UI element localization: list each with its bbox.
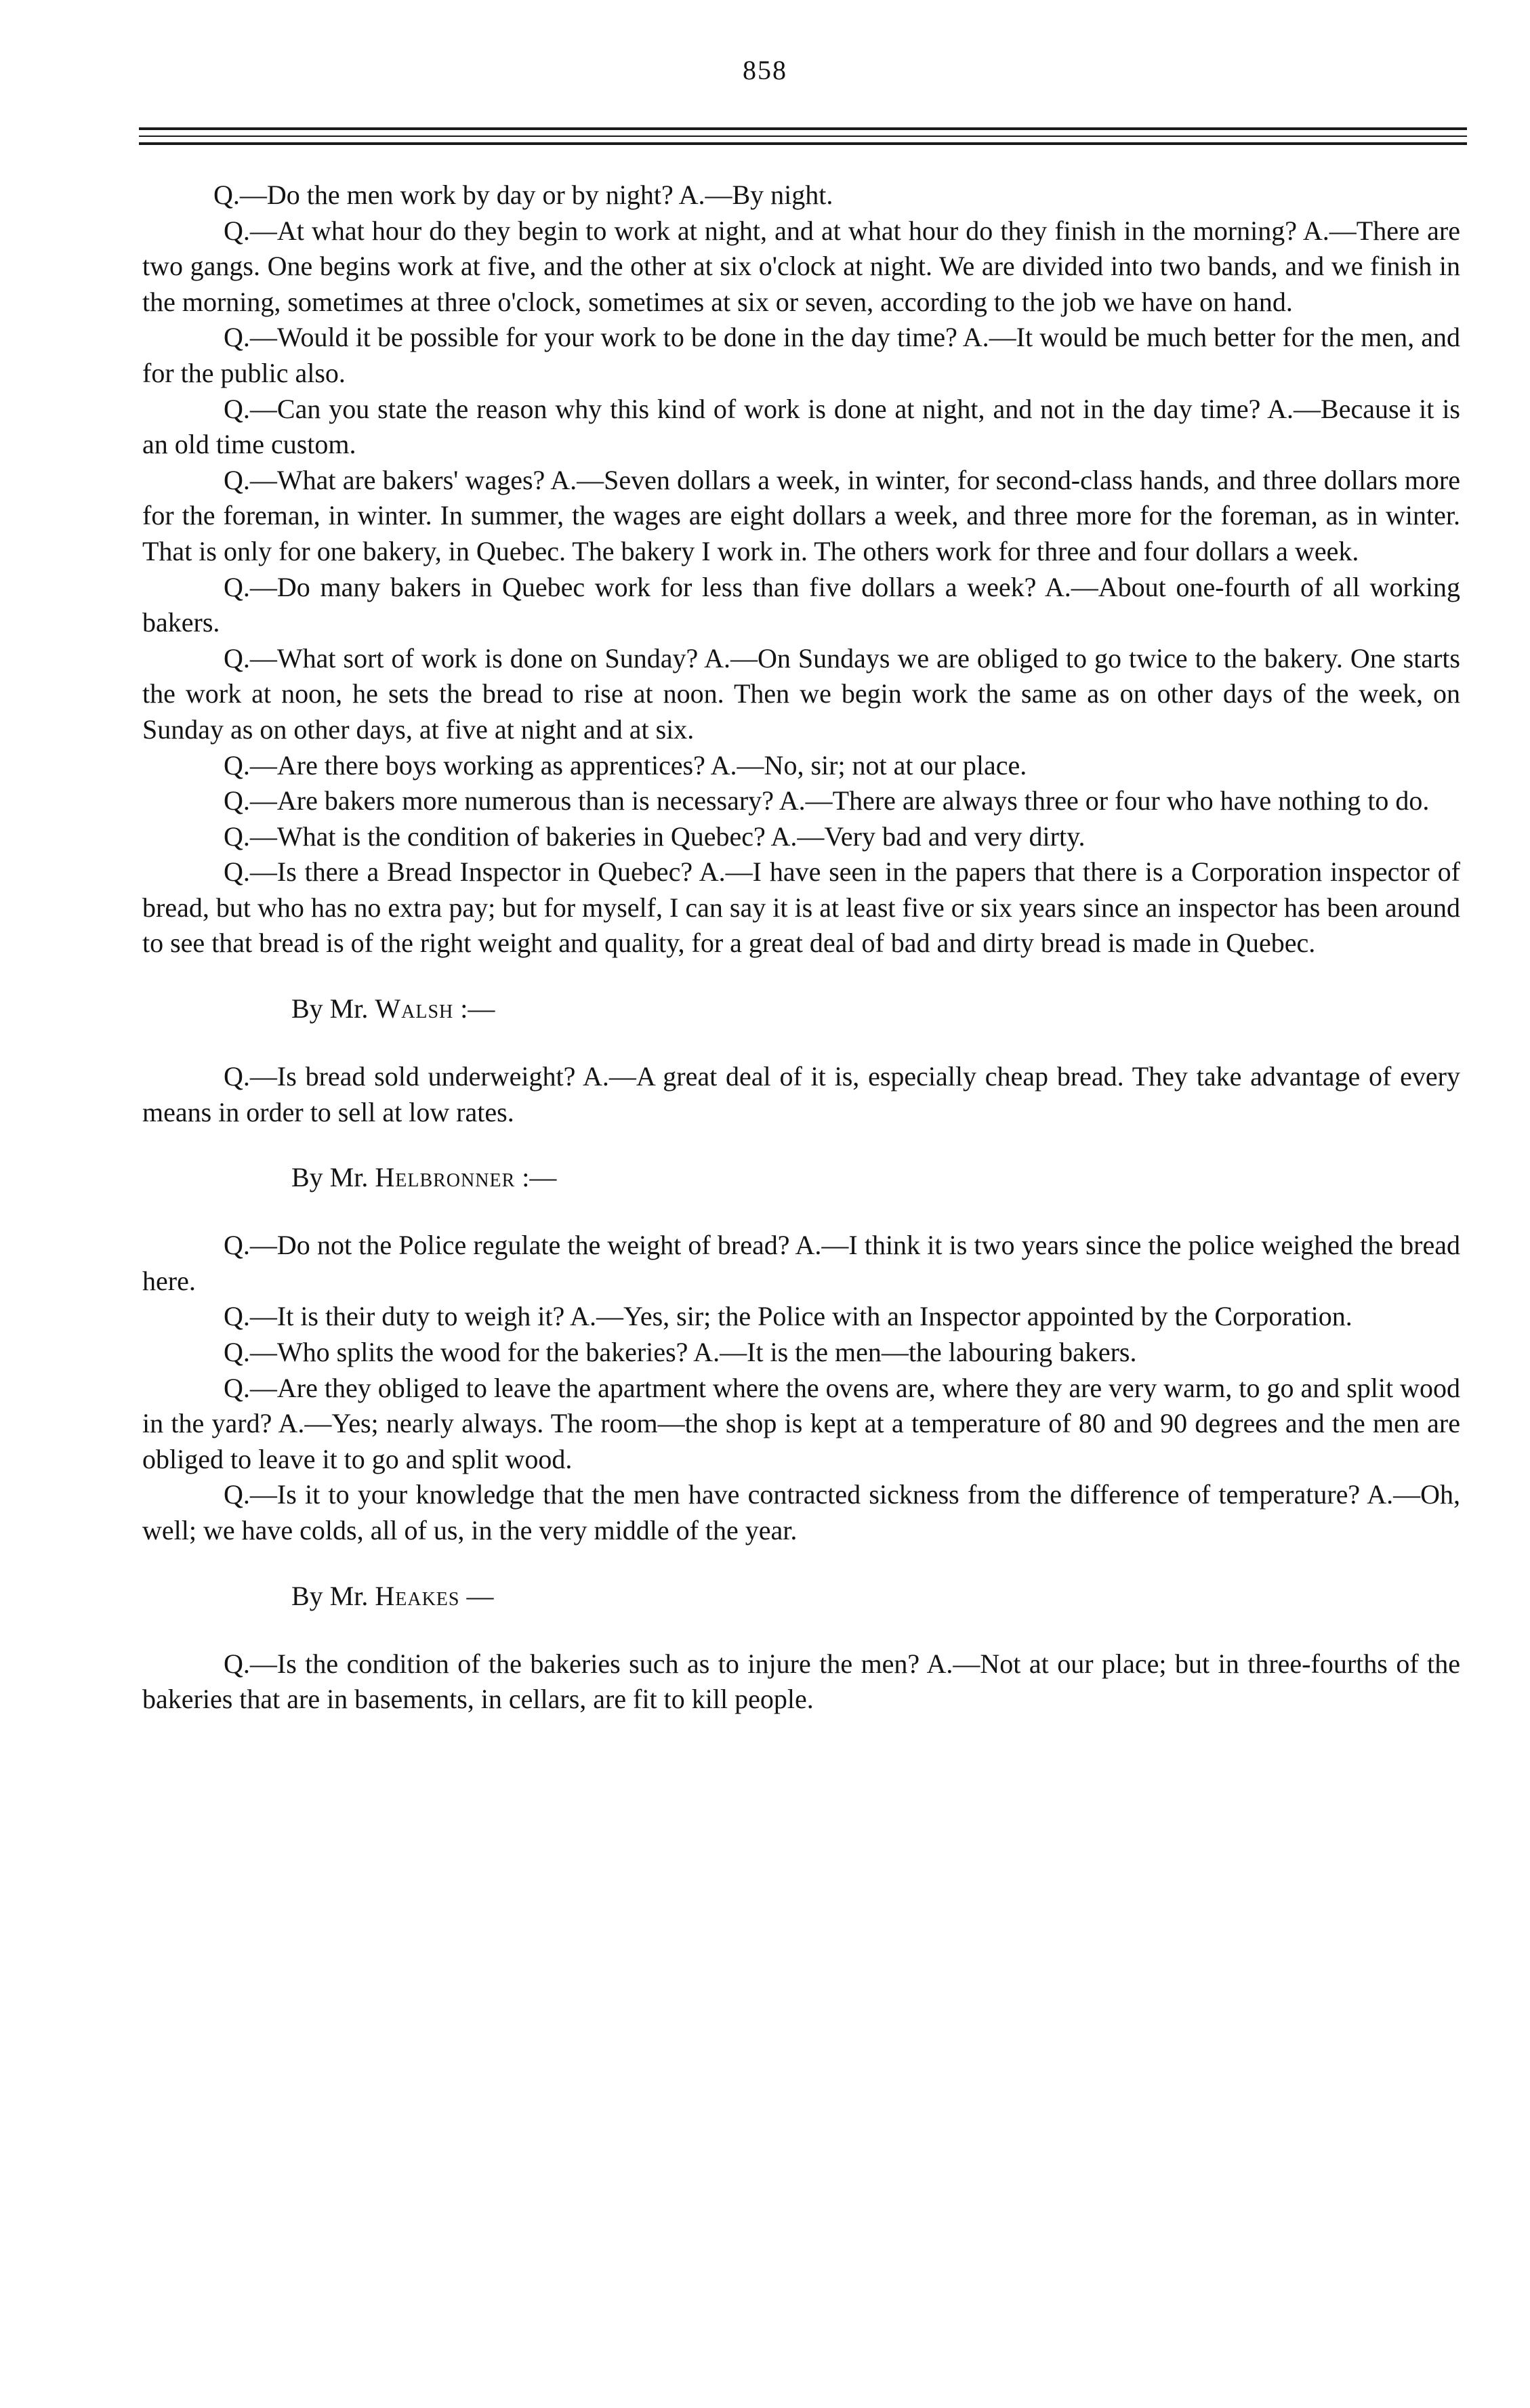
heading-prefix: By Mr.: [291, 993, 369, 1024]
header-rule-bottom: [139, 142, 1467, 145]
paragraph-wages: Q.—What are bakers' wages? A.—Seven dollars a week, in winter, for second-class hands, and three dollars more for the foreman, in winter. In summer, the wages are eight dollars a week, and three more for the foreman, as in winter. That is only for one bakery, in Quebec. The bakery I work in. The others work for three and four dollars a week.: [142, 464, 1460, 566]
header-rule-top: [139, 127, 1467, 130]
heading-suffix: :—: [460, 993, 495, 1024]
heading-suffix: —: [466, 1580, 494, 1611]
paragraph-gangs: Q.—At what hour do they begin to work at night, and at what hour do they finish in the morning? A.—There are two gangs. One begins work at five, and the other at six o'clock at night. We are divided into two bands, and we finish in the morning, sometimes at three o'clock, sometimes at six or seven, according to the job we have on hand.: [142, 215, 1460, 317]
examiner-name: Heakes: [375, 1580, 460, 1611]
paragraph-hours: Q.—Do the men work by day or by night? A.—By night.: [213, 180, 833, 210]
paragraph-bread-inspector: Q.—Is there a Bread Inspector in Quebec? A.—I have seen in the papers that there is a Corporation inspector of bread, but who has no extra pay; but for myself, I can say it is at least five or six years since an inspector has been around to see that bread is of the right weight and quality, for a great deal of bad and dirty bread is made in Quebec.: [142, 856, 1460, 959]
examiner-name: Helbronner: [375, 1162, 516, 1193]
paragraph-surplus-bakers: Q.—Are bakers more numerous than is necessary? A.—There are always three or four who have nothing to do.: [224, 785, 1430, 816]
paragraph-day-work: Q.—Would it be possible for your work to be done in the day time? A.—It would be much better for the men, and for the public also.: [142, 322, 1460, 388]
paragraph-low-pay: Q.—Do many bakers in Quebec work for less than five dollars a week? A.—About one-fourth of all working bakers.: [142, 571, 1460, 638]
examiner-name: Walsh: [375, 993, 454, 1024]
paragraph-sunday-work: Q.—What sort of work is done on Sunday? A.—On Sundays we are obliged to go twice to the bakery. One starts the work at noon, he sets the bread to rise at noon. Then we begin work the same as on other days of the week, on Sunday as on other days, at five at night and at six.: [142, 642, 1460, 745]
paragraph-wood-splitting: Q.—Who splits the wood for the bakeries? A.—It is the men—the labouring bakers.: [224, 1337, 1137, 1368]
section-heading-walsh: [142, 991, 1460, 1026]
section-heading-heakes: [142, 1579, 1460, 1614]
heading-suffix: :—: [522, 1162, 557, 1193]
paragraph-temperature: Q.—Are they obliged to leave the apartment where the ovens are, where they are very warm, to go and split wood in the yard? A.—Yes; nearly always. The room—the shop is kept at a temperature of 80 and 90 degrees and the men are obliged to leave it to go and split wood.: [142, 1372, 1460, 1474]
heading-prefix: By Mr.: [291, 1162, 369, 1193]
paragraph-basements: Q.—Is the condition of the bakeries such as to injure the men? A.—Not at our place; but in three-fourths of the bakeries that are in basements, in cellars, are fit to kill people.: [142, 1648, 1460, 1715]
page-number: 858: [743, 55, 787, 85]
paragraph-night-reason: Q.—Can you state the reason why this kind of work is done at night, and not in the day time? A.—Because it is an old time custom.: [142, 393, 1460, 460]
paragraph-bakery-condition: Q.—What is the condition of bakeries in Quebec? A.—Very bad and very dirty.: [224, 821, 1086, 852]
header-rule-middle: [139, 136, 1467, 137]
paragraph-police-duty: Q.—It is their duty to weigh it? A.—Yes, sir; the Police with an Inspector appointed by the Corporation.: [224, 1301, 1352, 1332]
paragraph-underweight: Q.—Is bread sold underweight? A.—A great deal of it is, especially cheap bread. They take advantage of every means in order to sell at low rates.: [142, 1061, 1460, 1127]
paragraph-sickness: Q.—Is it to your knowledge that the men have contracted sickness from the difference of temperature? A.—Oh, well; we have colds, all of us, in the very middle of the year.: [142, 1479, 1460, 1545]
section-heading-helbronner: [142, 1160, 1460, 1195]
paragraph-apprentices: Q.—Are there boys working as apprentices? A.—No, sir; not at our place.: [224, 749, 1027, 781]
paragraph-police-weight: Q.—Do not the Police regulate the weight of bread? A.—I think it is two years since the police weighed the bread here.: [142, 1230, 1460, 1296]
testimony-body: [142, 178, 1460, 1718]
heading-prefix: By Mr.: [291, 1580, 369, 1611]
